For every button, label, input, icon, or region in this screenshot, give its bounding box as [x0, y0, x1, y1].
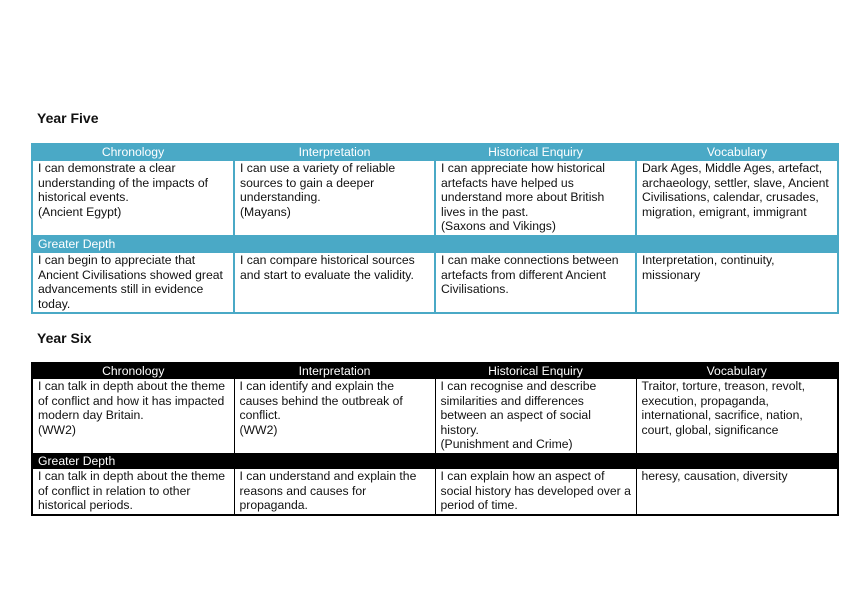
header-vocabulary: Vocabulary: [636, 363, 838, 379]
table-row: [32, 252, 838, 313]
cell-text: I can use a variety of reliable sources to gain a deeper understanding.: [240, 161, 396, 205]
topic-label: (Mayans): [240, 204, 291, 219]
vocabulary-depth-cell: heresy, causation, diversity: [636, 468, 838, 515]
topic-label: (WW2): [38, 422, 76, 437]
interpretation-cell: [234, 160, 435, 236]
header-interpretation: Interpretation: [234, 144, 435, 160]
header-historical-enquiry: Historical Enquiry: [435, 363, 636, 379]
greater-depth-row: [32, 236, 838, 252]
cell-text: Traitor, torture, treason, revolt, execution, propaganda, international, sacrifice, nation, court, global, significance: [641, 379, 805, 437]
header-row: [32, 144, 838, 160]
cell-text: I can demonstrate a clear understanding of the impacts of historical events.: [38, 161, 209, 205]
cell-text: Dark Ages, Middle Ages, artefact, archaeology, settler, slave, Ancient Civilisations, calendar, crusades, migration, emigrant, immigrant: [642, 161, 829, 219]
interpretation-depth-cell: I can understand and explain the reasons and causes for propaganda.: [234, 468, 435, 515]
vocabulary-cell: [636, 379, 838, 454]
cell-text: I can talk in depth about the theme of conflict and how it has impacted modern day Britain.: [38, 379, 226, 423]
greater-depth-label: Greater Depth: [32, 453, 838, 468]
greater-depth-row: [32, 453, 838, 468]
header-row: [32, 363, 838, 379]
header-chronology: Chronology: [32, 144, 234, 160]
interpretation-depth-cell: I can compare historical sources and start to evaluate the validity.: [234, 252, 435, 313]
historical-enquiry-cell: [435, 379, 636, 454]
chronology-cell: [32, 160, 234, 236]
table-row: [32, 468, 838, 515]
topic-label: (WW2): [239, 422, 278, 437]
year-five-heading: Year Five: [37, 110, 99, 126]
greater-depth-label: Greater Depth: [32, 236, 838, 252]
historical-enquiry-depth-cell: I can make connections between artefacts from different Ancient Civilisations.: [435, 252, 636, 313]
header-historical-enquiry: Historical Enquiry: [435, 144, 636, 160]
header-chronology: Chronology: [32, 363, 234, 379]
interpretation-cell: [234, 379, 435, 454]
vocabulary-depth-cell: Interpretation, continuity, missionary: [636, 252, 838, 313]
year-six-heading: Year Six: [37, 330, 92, 346]
chronology-cell: [32, 379, 234, 454]
vocabulary-cell: [636, 160, 838, 236]
topic-label: (Punishment and Crime): [440, 437, 573, 452]
topic-label: (Ancient Egypt): [38, 204, 122, 219]
historical-enquiry-depth-cell: I can explain how an aspect of social history has developed over a period of time.: [435, 468, 636, 515]
cell-text: I can recognise and describe similarities and differences between an aspect of social history.: [440, 379, 597, 437]
cell-text: I can identify and explain the causes behind the outbreak of conflict.: [239, 379, 403, 423]
historical-enquiry-cell: [435, 160, 636, 236]
topic-label: (Saxons and Vikings): [441, 219, 556, 234]
chronology-depth-cell: I can talk in depth about the theme of conflict in relation to other historical periods.: [32, 468, 234, 515]
cell-text: I can appreciate how historical artefacts have helped us understand more about British lives in the past.: [441, 161, 605, 219]
header-vocabulary: Vocabulary: [636, 144, 838, 160]
header-interpretation: Interpretation: [234, 363, 435, 379]
chronology-depth-cell: I can begin to appreciate that Ancient Civilisations showed great advancements still in evidence today.: [32, 252, 234, 313]
year-six-table: [31, 362, 839, 516]
year-five-table: [31, 143, 839, 314]
table-row: [32, 379, 838, 454]
table-row: [32, 160, 838, 236]
